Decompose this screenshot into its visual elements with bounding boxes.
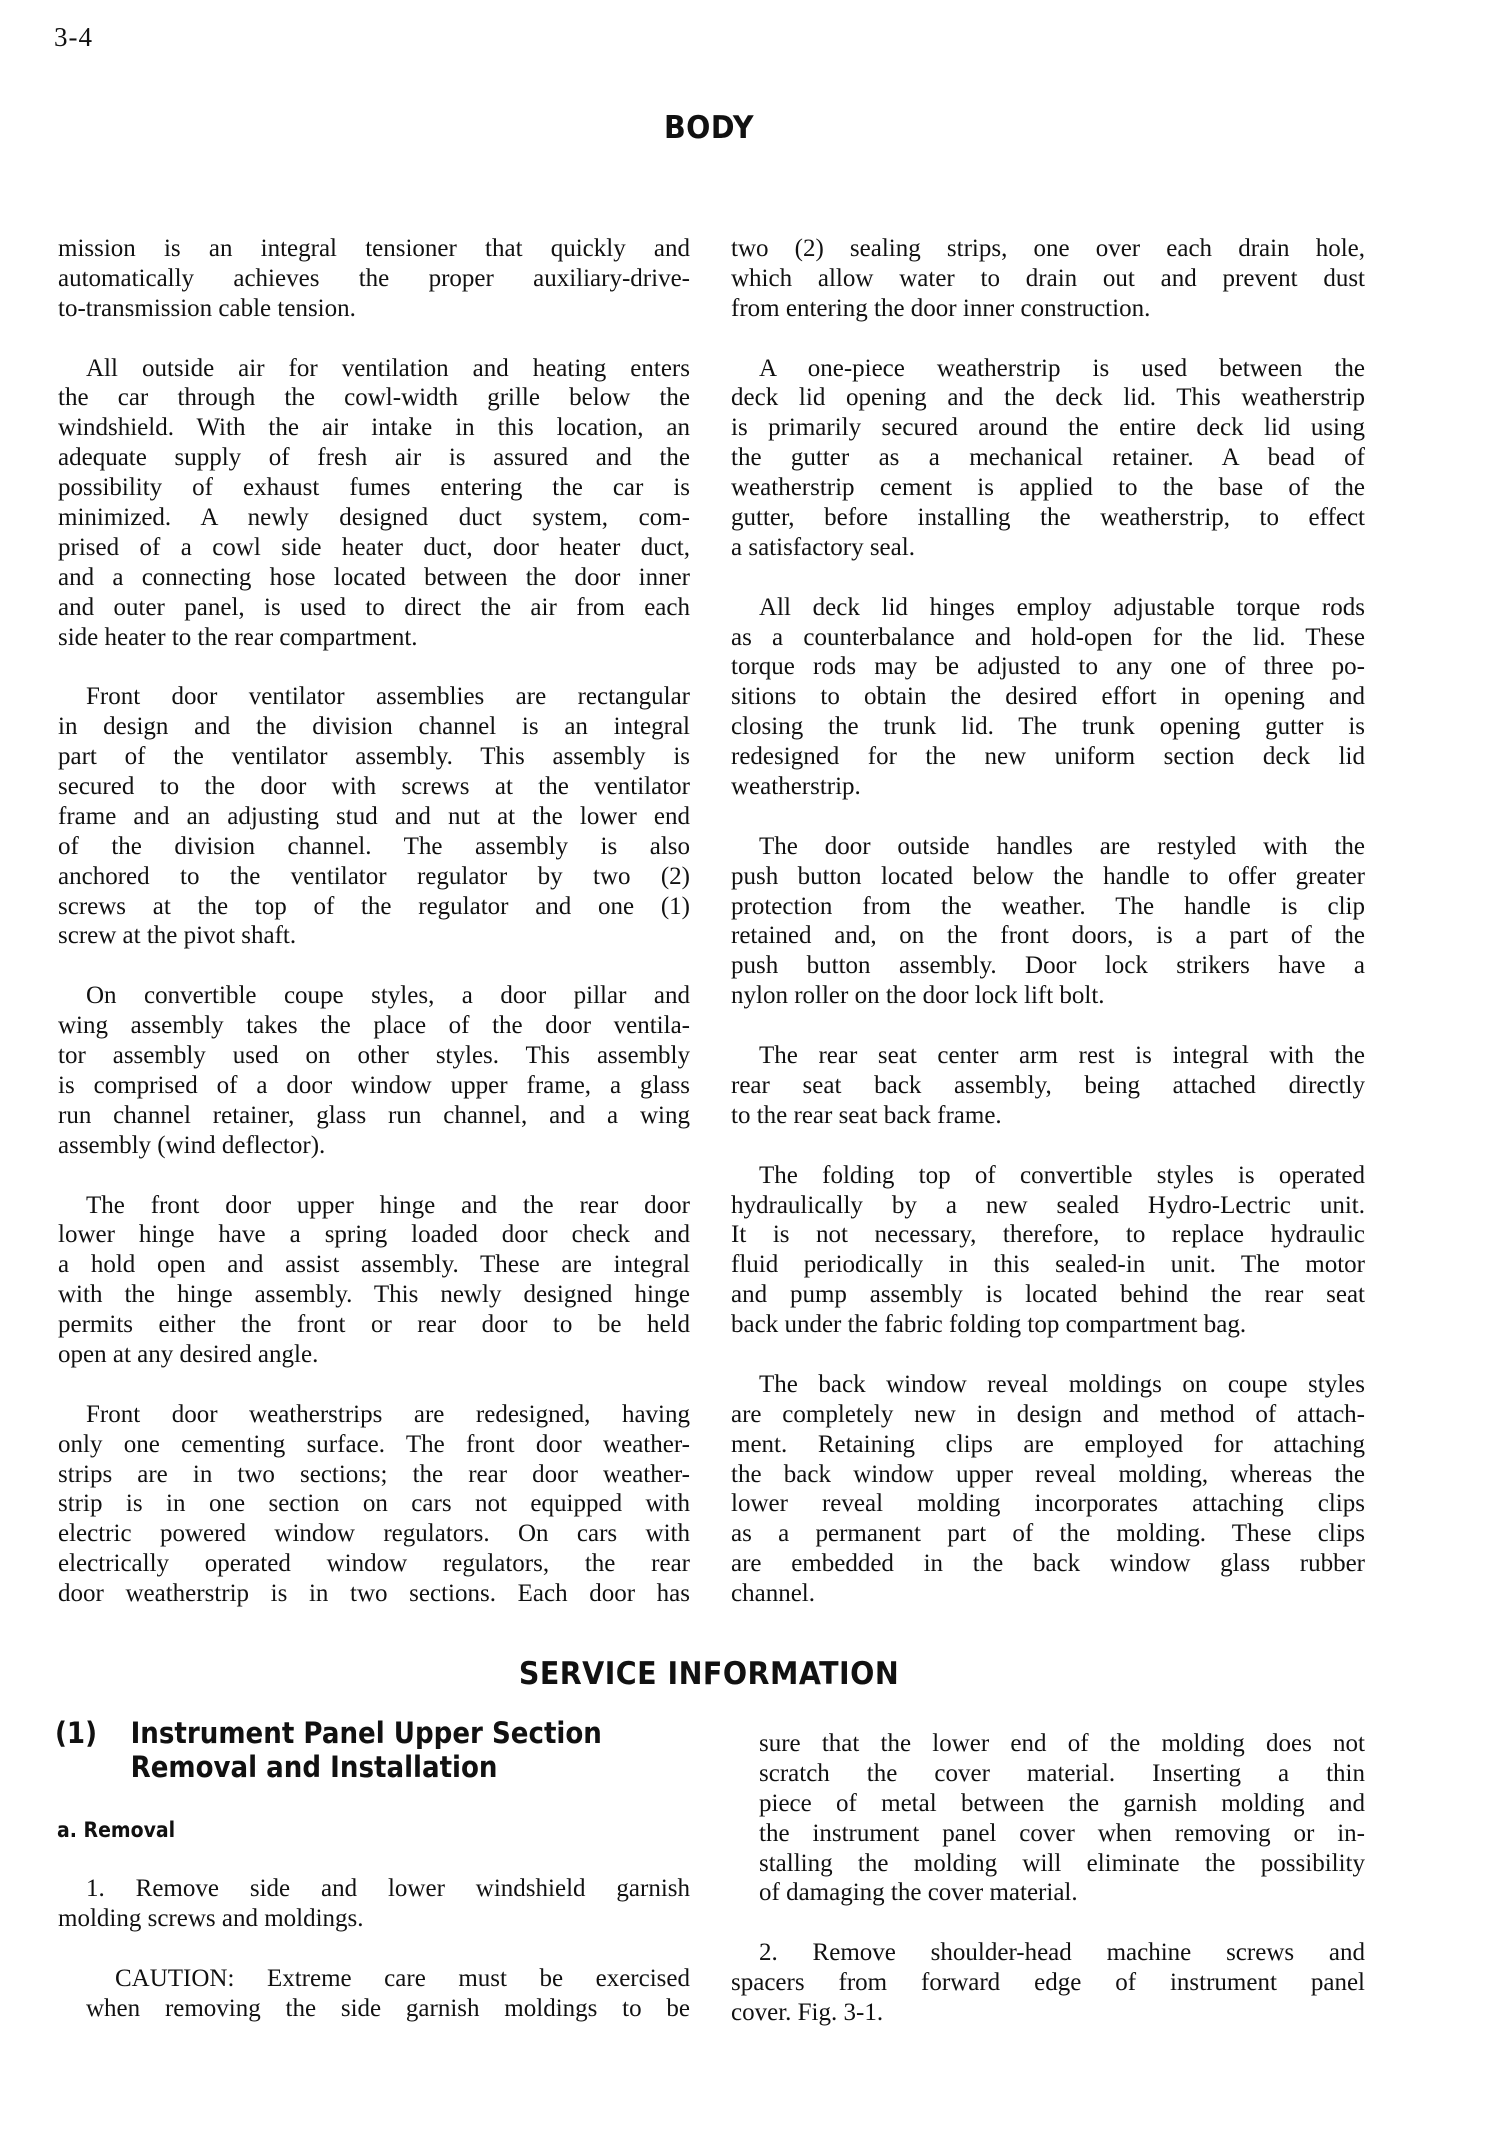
text-line: automatically achieves the proper auxiliary-drive- (58, 264, 690, 292)
text-line: and pump assembly is located behind the rear seat (731, 1281, 1365, 1309)
text-line: protection from the weather. The handle is clip (731, 892, 1365, 920)
text-line: the instrument panel cover when removing or in- (759, 1819, 1365, 1847)
page-title: BODY (663, 110, 755, 146)
paragraph (731, 1041, 1365, 1131)
paragraph (731, 354, 1365, 563)
text-line: to the rear seat back frame. (731, 1101, 1002, 1129)
text-line: The front door upper hinge and the rear door (86, 1191, 690, 1219)
text-line: frame and an adjusting stud and nut at the lower end (58, 802, 690, 830)
text-line: mission is an integral tensioner that quickly and (58, 235, 690, 262)
procedure-title-line: Instrument Panel Upper Section (130, 1716, 602, 1750)
text-line: screws at the top of the regulator and one (1) (58, 892, 690, 920)
procedure-title (131, 1716, 671, 1784)
paragraph (58, 234, 690, 324)
text-line: are completely new in design and method of attach- (731, 1400, 1365, 1428)
text-line: 1. Remove side and lower windshield garnish (86, 1875, 690, 1902)
left-column (58, 234, 690, 1609)
text-line: electrically operated window regulators, the rear (58, 1550, 690, 1578)
text-line: is primarily secured around the entire deck lid using (731, 414, 1365, 442)
text-line: A one-piece weatherstrip is used between the (759, 354, 1365, 382)
text-line: a hold open and assist assembly. These are integral (58, 1251, 690, 1279)
text-line: which allow water to drain out and prevent dust (731, 264, 1365, 292)
text-line: rear seat back assembly, being attached directly (731, 1071, 1365, 1099)
text-line: lower hinge have a spring loaded door check and (58, 1221, 690, 1249)
text-line: push button located below the handle to offer greater (731, 862, 1365, 890)
text-line: in design and the division channel is an integral (58, 713, 690, 741)
text-line: screw at the pivot shaft. (58, 922, 297, 950)
text-line: torque rods may be adjusted to any one of three po- (731, 653, 1365, 681)
text-line: molding screws and moldings. (58, 1904, 364, 1932)
procedure-number: (1) (55, 1716, 98, 1750)
paragraph (58, 981, 690, 1160)
text-line: of damaging the cover material. (759, 1879, 1078, 1907)
text-line: run channel retainer, glass run channel, and a wing (58, 1101, 690, 1129)
text-line: and outer panel, is used to direct the air from each (58, 593, 690, 621)
text-line: weatherstrip cement is applied to the base of the (731, 474, 1365, 502)
paragraph (58, 354, 690, 653)
text-line: as a permanent part of the molding. These clips (731, 1520, 1365, 1548)
text-line: the gutter as a mechanical retainer. A bead of (731, 444, 1365, 472)
step-1-paragraph (58, 1874, 690, 1934)
text-line: All deck lid hinges employ adjustable torque rods (759, 593, 1365, 621)
text-line: On convertible coupe styles, a door pillar and (86, 982, 690, 1010)
text-line: assembly (wind deflector). (58, 1131, 326, 1159)
text-line: minimized. A newly designed duct system, com- (58, 504, 690, 532)
text-line: piece of metal between the garnish molding and (759, 1789, 1365, 1817)
text-line: two (2) sealing strips, one over each drain hole, (731, 235, 1365, 262)
text-line: possibility of exhaust fumes entering the car is (58, 474, 690, 502)
text-line: retained and, on the front doors, is a part of the (731, 922, 1365, 950)
text-line: The rear seat center arm rest is integral with the (759, 1042, 1365, 1070)
text-line: sure that the lower end of the molding does not (759, 1730, 1365, 1757)
text-line: when removing the side garnish moldings to be (86, 1994, 690, 2022)
text-line: with the hinge assembly. This newly designed hinge (58, 1281, 690, 1309)
paragraph (58, 682, 690, 951)
procedure-right-column (731, 1729, 1365, 2028)
text-line: closing the trunk lid. The trunk opening gutter is (731, 713, 1365, 741)
paragraph (58, 1400, 690, 1609)
text-line: the back window upper reveal molding, whereas the (731, 1460, 1365, 1488)
text-line: scratch the cover material. Inserting a thin (759, 1759, 1365, 1787)
text-line: ment. Retaining clips are employed for attaching (731, 1430, 1365, 1458)
text-line: secured to the door with screws at the ventilator (58, 773, 690, 801)
text-line: It is not necessary, therefore, to replace hydraulic (731, 1221, 1365, 1249)
text-line: redesigned for the new uniform section deck lid (731, 743, 1365, 771)
text-line: wing assembly takes the place of the door ventila- (58, 1012, 690, 1040)
text-line: fluid periodically in this sealed-in unit. The motor (731, 1251, 1365, 1279)
paragraph (731, 593, 1365, 802)
text-line: back under the fabric folding top compartment bag. (731, 1311, 1247, 1339)
procedure-left-column (58, 1874, 690, 2023)
text-line: electric powered window regulators. On cars with (58, 1520, 690, 1548)
text-line: side heater to the rear compartment. (58, 623, 418, 651)
step-2-paragraph (731, 1938, 1365, 2028)
caution-paragraph (58, 1964, 690, 2024)
paragraph (731, 1161, 1365, 1340)
subsection-heading-removal: a. Removal (57, 1818, 176, 1842)
paragraph (731, 1370, 1365, 1609)
text-line: strip is in one section on cars not equipped with (58, 1490, 690, 1518)
text-line: CAUTION: Extreme care must be exercised (115, 1964, 690, 1992)
text-line: deck lid opening and the deck lid. This weatherstrip (731, 384, 1365, 412)
caution-continued-paragraph (731, 1729, 1365, 1908)
procedure-title-line: Removal and Installation (130, 1750, 498, 1784)
text-line: as a counterbalance and hold-open for the lid. These (731, 623, 1365, 651)
text-line: sitions to obtain the desired effort in opening and (731, 683, 1365, 711)
text-line: door weatherstrip is in two sections. Each door has (58, 1580, 690, 1608)
paragraph (731, 234, 1365, 324)
text-line: lower reveal molding incorporates attaching clips (731, 1490, 1365, 1518)
text-line: strips are in two sections; the rear door weather- (58, 1460, 690, 1488)
paragraph (731, 832, 1365, 1011)
text-line: The folding top of convertible styles is operated (759, 1161, 1365, 1189)
text-line: stalling the molding will eliminate the possibility (759, 1849, 1365, 1877)
text-line: permits either the front or rear door to be held (58, 1311, 690, 1339)
text-line: nylon roller on the door lock lift bolt. (731, 982, 1105, 1010)
text-line: push button assembly. Door lock strikers have a (731, 952, 1365, 980)
text-line: and a connecting hose located between the door inner (58, 563, 690, 591)
text-line: to-transmission cable tension. (58, 294, 356, 322)
text-line: The back window reveal moldings on coupe styles (759, 1370, 1365, 1398)
text-line: hydraulically by a new sealed Hydro-Lectric unit. (731, 1191, 1365, 1219)
text-line: adequate supply of fresh air is assured and the (58, 444, 690, 472)
text-line: open at any desired angle. (58, 1340, 319, 1368)
text-line: part of the ventilator assembly. This assembly is (58, 743, 690, 771)
text-line: Front door ventilator assemblies are rectangular (86, 683, 690, 711)
text-line: The door outside handles are restyled with the (759, 832, 1365, 860)
text-line: Front door weatherstrips are redesigned, having (86, 1400, 690, 1428)
text-line: 2. Remove shoulder-head machine screws and (759, 1939, 1365, 1967)
text-line: from entering the door inner construction. (731, 294, 1151, 322)
text-line: prised of a cowl side heater duct, door heater duct, (58, 533, 690, 561)
right-column (731, 234, 1365, 1609)
text-line: cover. Fig. 3-1. (731, 1999, 884, 2027)
text-line: channel. (731, 1580, 815, 1608)
text-line: only one cementing surface. The front door weather- (58, 1430, 690, 1458)
text-line: spacers from forward edge of instrument panel (731, 1969, 1365, 1997)
page-number: 3-4 (54, 22, 93, 52)
text-line: gutter, before installing the weatherstrip, to effect (731, 504, 1365, 532)
text-line: anchored to the ventilator regulator by two (2) (58, 862, 690, 890)
text-line: All outside air for ventilation and heating enters (86, 354, 690, 382)
paragraph (58, 1191, 690, 1370)
text-line: a satisfactory seal. (731, 533, 915, 561)
service-information-heading: SERVICE INFORMATION (518, 1656, 900, 1692)
text-line: are embedded in the back window glass rubber (731, 1550, 1365, 1578)
text-line: tor assembly used on other styles. This assembly (58, 1042, 690, 1070)
text-line: the car through the cowl-width grille below the (58, 384, 690, 412)
text-line: of the division channel. The assembly is also (58, 832, 690, 860)
text-line: weatherstrip. (731, 773, 861, 801)
text-line: windshield. With the air intake in this location, an (58, 414, 690, 442)
text-line: is comprised of a door window upper frame, a glass (58, 1071, 690, 1099)
